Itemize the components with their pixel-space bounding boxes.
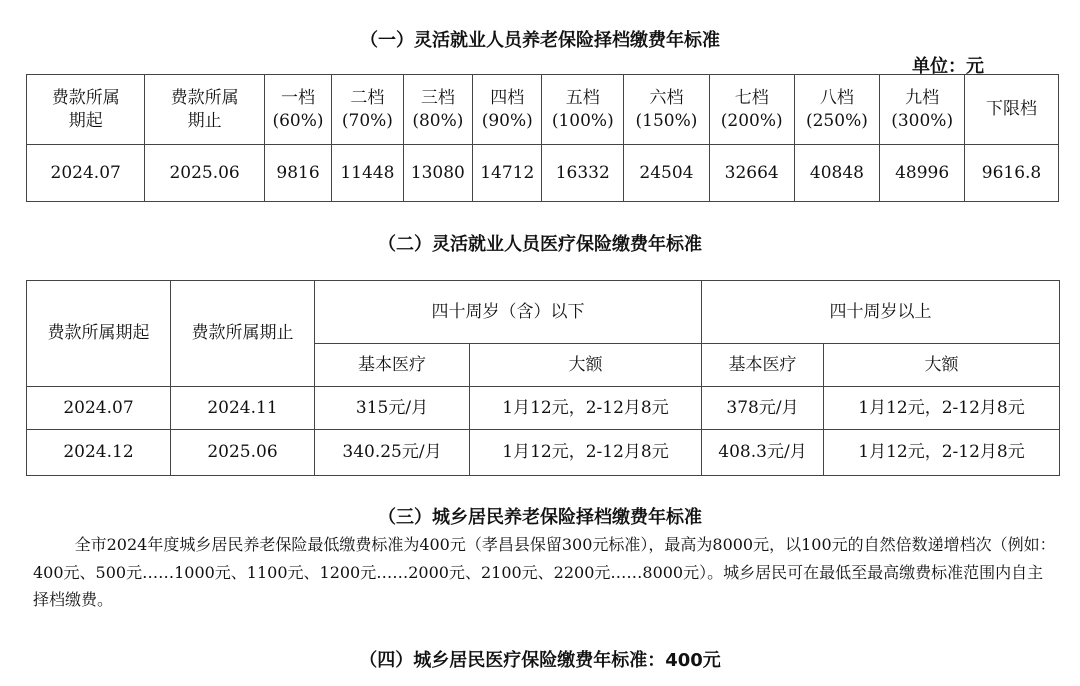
section3-title: （三）城乡居民养老保险择档缴费年标准: [378, 507, 702, 528]
col-header: [403, 75, 472, 145]
col-header: [709, 75, 794, 145]
group-header-under40: 四十周岁（含）以下: [315, 281, 702, 344]
col-header-line: 五档: [565, 87, 600, 108]
table-cell: 1月12元，2-12月8元: [824, 430, 1060, 476]
col-header-line: (90%): [481, 110, 533, 131]
col-header-line: (300%): [891, 110, 954, 131]
table-header-row: [27, 281, 1060, 344]
col-header-line: (100%): [551, 110, 614, 131]
col-header-line: 一档: [281, 87, 315, 108]
col-header-line: (250%): [805, 110, 868, 131]
section3-paragraph: 全市2024年度城乡居民养老保险最低缴费标准为400元（孝昌县保留300元标准），最高为8000元，以100元的自然倍数递增档次（例如：400元、500元……1000元、1100元、1200元……2000元、2100元、2200元……8000元）。城乡居民可在最低至最高缴费标准范围内自主择档缴费。: [33, 535, 1056, 609]
col-header-line: 二档: [350, 87, 385, 108]
table-cell: 2024.07: [27, 145, 145, 202]
col-header: [624, 75, 710, 145]
subheader-basic-over40: 基本医疗: [702, 344, 824, 387]
section4-title: （四）城乡居民医疗保险缴费年标准：400元: [359, 650, 721, 671]
medical-insurance-table: [26, 280, 1060, 476]
table-cell: 14712: [473, 145, 542, 202]
col-header: [880, 75, 965, 145]
table-cell: 1月12元，2-12月8元: [824, 387, 1060, 430]
subheader-large-over40: 大额: [824, 344, 1060, 387]
table-cell: 40848: [794, 145, 880, 202]
col-header-line: (60%): [272, 110, 324, 131]
table-cell: 408.3元/月: [702, 430, 824, 476]
col-header-line: 九档: [905, 87, 940, 108]
subheader-large-under40: 大额: [470, 344, 702, 387]
table-cell: 2025.06: [171, 430, 315, 476]
table-cell: 2025.06: [145, 145, 264, 202]
pension-tier-table: [26, 74, 1059, 202]
table-cell: 2024.07: [27, 387, 171, 430]
table-cell: 32664: [709, 145, 794, 202]
table-header-row: [27, 75, 1059, 145]
col-header: [473, 75, 542, 145]
table-cell: 16332: [542, 145, 624, 202]
table-cell: 378元/月: [702, 387, 824, 430]
col-header-line: 六档: [649, 87, 684, 108]
col-header: [27, 75, 145, 145]
unit-label: 单位：元: [912, 56, 984, 77]
table-cell: 315元/月: [315, 387, 470, 430]
col-header: [145, 75, 264, 145]
subheader-basic-under40: 基本医疗: [315, 344, 470, 387]
col-header-end: 费款所属期止: [171, 281, 315, 387]
table-cell: 2024.12: [27, 430, 171, 476]
table-cell: 340.25元/月: [315, 430, 470, 476]
col-header: [794, 75, 880, 145]
col-header: [332, 75, 403, 145]
col-header-line: 四档: [490, 87, 525, 108]
col-header-line: 八档: [819, 87, 854, 108]
table-cell: 9616.8: [965, 145, 1059, 202]
table-cell: 24504: [624, 145, 710, 202]
col-header-line: 费款所属: [51, 87, 120, 108]
col-header-line: (70%): [341, 110, 393, 131]
col-header-line: 期止: [187, 110, 222, 131]
table-cell: 1月12元，2-12月8元: [470, 387, 702, 430]
col-header-start: 费款所属期起: [27, 281, 171, 387]
table-row: [27, 387, 1060, 430]
table-cell: 48996: [880, 145, 965, 202]
table-row: [27, 145, 1059, 202]
table-cell: 2024.11: [171, 387, 315, 430]
col-header-line: 期起: [68, 110, 103, 131]
section1-title: （一）灵活就业人员养老保险择档缴费年标准: [360, 30, 720, 51]
table-cell: 11448: [332, 145, 403, 202]
col-header: [264, 75, 331, 145]
col-header-line: 费款所属: [170, 87, 239, 108]
col-header-line: 三档: [420, 87, 455, 108]
col-header-line: 下限档: [986, 99, 1037, 120]
table-cell: 1月12元，2-12月8元: [470, 430, 702, 476]
col-header-line: (150%): [635, 110, 698, 131]
table-cell: 9816: [264, 145, 331, 202]
col-header: [542, 75, 624, 145]
table-cell: 13080: [403, 145, 472, 202]
table-row: [27, 430, 1060, 476]
col-header: [965, 75, 1059, 145]
col-header-line: (80%): [412, 110, 464, 131]
group-header-over40: 四十周岁以上: [702, 281, 1060, 344]
col-header-line: (200%): [720, 110, 783, 131]
section2-title: （二）灵活就业人员医疗保险缴费年标准: [378, 234, 702, 255]
col-header-line: 七档: [734, 87, 769, 108]
